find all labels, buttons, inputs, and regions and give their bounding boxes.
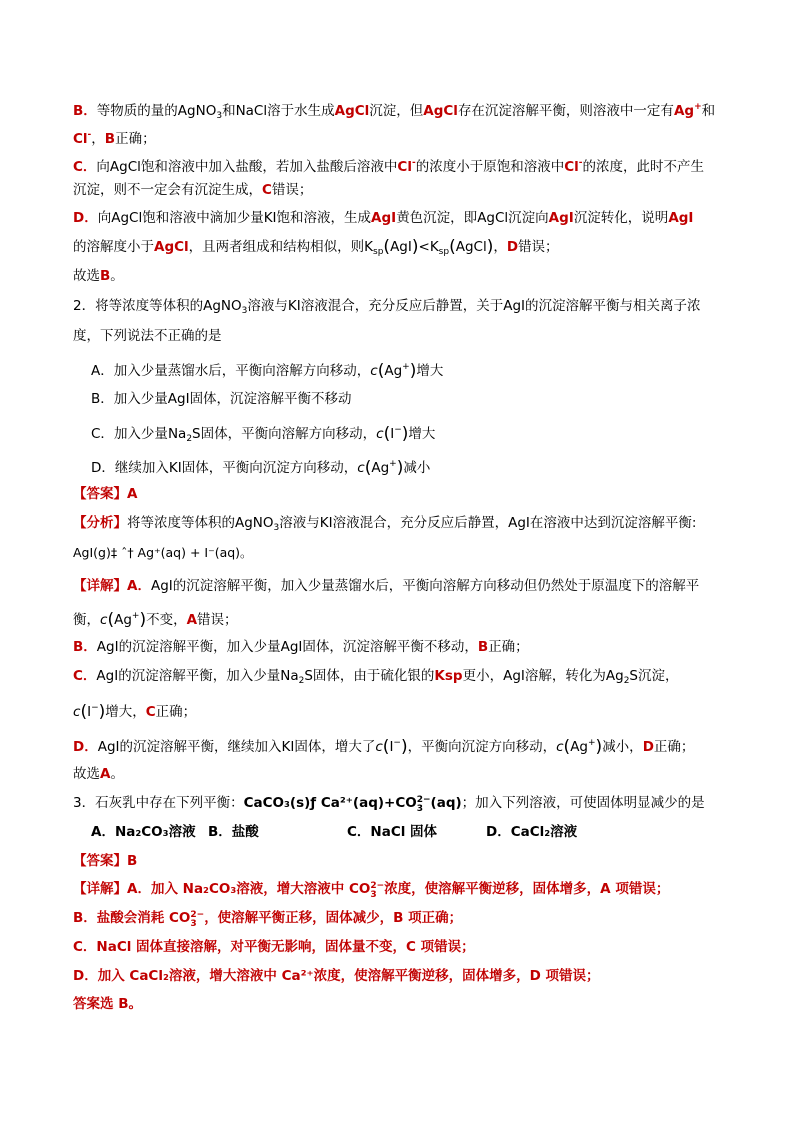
- paren-open: (: [563, 737, 571, 757]
- text: 等物质的量的: [96, 103, 178, 119]
- option-label: C．: [73, 159, 97, 175]
- analysis-line-d-2: [73, 237, 559, 262]
- result-letter: D: [642, 739, 654, 755]
- text: 错误；: [518, 239, 559, 255]
- text: ，: [493, 239, 507, 255]
- text: 正确；: [488, 639, 529, 655]
- text: 和: [701, 103, 716, 119]
- text: 的溶解度小于: [73, 239, 154, 255]
- ksp-highlight: Ksp: [434, 668, 463, 684]
- text: ，: [91, 131, 105, 147]
- answer-value: A: [127, 486, 138, 502]
- text: 的沉淀溶解平衡与相关离子浓: [525, 298, 701, 314]
- ion: I: [390, 426, 395, 442]
- text: 加入少量: [113, 391, 168, 407]
- conc-symbol: c: [73, 704, 81, 720]
- formula: AgCl: [111, 210, 143, 226]
- q2-option-b: [91, 389, 352, 409]
- text: 更小，: [462, 668, 504, 684]
- formula: AgI: [390, 239, 412, 255]
- formula: S: [629, 668, 638, 684]
- result-letter: C: [262, 182, 272, 198]
- q2-detail-b: [73, 637, 529, 657]
- result-letter: D: [506, 239, 519, 255]
- equation: AgI(g)‡ ˆ† Ag⁺(aq) + I⁻(aq)。: [73, 545, 253, 560]
- paren-open: (: [377, 361, 385, 381]
- superscript: −: [393, 738, 401, 748]
- superscript: 2−: [370, 881, 385, 891]
- superscript: -: [411, 158, 416, 168]
- text: D．加入 CaCl₂溶液，增大溶液中 Ca²⁺浓度，使溶解平衡逆移，固体增多，D 项错误；: [73, 968, 600, 984]
- answer-tag: 【答案】: [73, 486, 127, 502]
- ion-script: [417, 796, 431, 814]
- paren-close: ): [401, 424, 409, 444]
- text: ，平衡向沉淀方向移动，: [407, 739, 557, 755]
- formula: AgI: [503, 668, 525, 684]
- text: ，且两者组成和结构相似，则: [188, 239, 365, 255]
- text: 在溶液中达到沉淀溶解平衡:: [529, 515, 697, 531]
- formula: AgI: [503, 298, 525, 314]
- formula-highlight: AgCl: [154, 239, 189, 255]
- ksp-symbol: K: [364, 239, 374, 255]
- text: 固体，沉淀溶解平衡不移动，: [302, 639, 478, 655]
- q2-analysis-line-1: [73, 513, 696, 538]
- formula: AgCl: [455, 239, 487, 255]
- q3-conclusion: [73, 994, 142, 1014]
- text: 减小: [403, 460, 431, 476]
- q3-answer: [73, 851, 137, 871]
- analysis-line-c-2: [73, 180, 312, 200]
- q2-detail-a-1: [73, 576, 699, 596]
- superscript: +: [694, 102, 702, 112]
- result-letter: A: [186, 612, 198, 628]
- text: 正确；: [653, 739, 695, 755]
- q2-answer: [73, 484, 137, 504]
- text: 衡，: [73, 612, 100, 628]
- text: 的浓度，此时不产生: [582, 159, 704, 175]
- text: 向: [96, 159, 110, 175]
- superscript: +: [402, 362, 410, 372]
- superscript: −: [394, 425, 402, 435]
- option-text: C．NaCl 固体: [347, 824, 438, 840]
- formula: Na: [280, 668, 299, 684]
- q2-detail-a-2: [73, 606, 238, 630]
- formula-highlight: AgCl: [334, 103, 370, 119]
- formula: Na: [167, 426, 187, 442]
- paren-open: (: [449, 237, 456, 257]
- text: 答案选 B。: [73, 996, 142, 1012]
- text: 和: [222, 103, 236, 119]
- text: 浓度，使溶解平衡逆移，固体增多，A 项错误；: [384, 881, 670, 897]
- text: 溶解，转化为: [524, 668, 606, 684]
- text: 沉淀向: [508, 210, 549, 226]
- result-letter: B: [100, 268, 111, 284]
- text: 固体，沉淀溶解平衡不移动: [189, 391, 352, 407]
- formula-highlight: Cl: [397, 159, 412, 175]
- formula-highlight: Ag: [673, 103, 695, 119]
- text: 存在沉淀溶解平衡，则溶液中一定有: [457, 103, 674, 119]
- less-than: <: [418, 239, 430, 255]
- subscript: 3: [370, 890, 377, 900]
- detail-tag: 【详解】: [73, 881, 127, 897]
- paren-open: (: [107, 610, 115, 630]
- superscript: 2−: [190, 910, 205, 920]
- ion: Ag: [570, 739, 588, 755]
- formula: S: [304, 668, 313, 684]
- text: 加入少量蒸馏水后，平衡向溶解方向移动，: [113, 363, 371, 379]
- option-label: A．: [127, 578, 151, 594]
- text: 3．石灰乳中存在下列平衡：: [73, 795, 244, 811]
- formula: S: [192, 426, 201, 442]
- result-letter: C: [145, 704, 156, 720]
- formula: AgI: [167, 391, 190, 407]
- conc-symbol: c: [376, 426, 384, 442]
- subscript: 2: [298, 676, 305, 686]
- text: 故选: [73, 766, 100, 782]
- detail-tag: 【详解】: [73, 578, 127, 594]
- text: 溶液混合，充分反应后静置，: [332, 515, 509, 531]
- equation: (aq): [430, 795, 462, 811]
- text: 增大: [416, 363, 444, 379]
- text: 的沉淀溶解平衡，加入少量: [118, 668, 281, 684]
- formula-highlight: Cl: [73, 131, 88, 147]
- text: 固体，增大了: [294, 739, 376, 755]
- paren-close: ): [486, 237, 494, 257]
- ion: Ag: [384, 363, 403, 379]
- option-label: C．: [91, 426, 114, 442]
- paren-open: (: [80, 702, 88, 722]
- option-label: D．: [73, 210, 98, 226]
- text: 。: [110, 268, 124, 284]
- q3-detail-a: [73, 879, 669, 900]
- formula: Ag: [605, 668, 624, 684]
- subscript: 3: [416, 804, 423, 814]
- formula-highlight: AgCl: [423, 103, 458, 119]
- q3-detail-d: [73, 966, 600, 986]
- q2-option-d: [91, 454, 430, 478]
- text: 饱和溶液中滴加少量: [142, 210, 264, 226]
- formula: KI: [281, 739, 295, 755]
- paren-close: ): [139, 610, 147, 630]
- subscript: 3: [216, 111, 223, 121]
- option-label: B．: [73, 639, 97, 655]
- conc-symbol: c: [370, 363, 378, 379]
- q2-conclusion: [73, 764, 124, 784]
- text: 错误；: [197, 612, 238, 628]
- superscript: +: [131, 611, 140, 621]
- option-label: A．: [91, 363, 114, 379]
- q2-stem-line-1: [73, 296, 701, 321]
- q2-detail-d: [73, 733, 694, 757]
- conclusion-prev: [73, 266, 124, 286]
- subscript: 3: [190, 919, 197, 929]
- subscript: sp: [373, 247, 384, 257]
- option-text: A．Na₂CO₃溶液: [91, 824, 196, 840]
- text: 将等浓度等体积的: [127, 515, 235, 531]
- text: 的沉淀溶解平衡，继续加入: [119, 739, 282, 755]
- paren-open: (: [364, 458, 372, 478]
- formula: AgNO: [235, 515, 274, 531]
- text: 加入少量: [113, 426, 168, 442]
- formula: KI: [287, 298, 301, 314]
- formula: KI: [168, 460, 182, 476]
- subscript: sp: [438, 247, 450, 257]
- q2-detail-c-1: [73, 666, 679, 691]
- q2-equation: [73, 543, 253, 563]
- text: 正确；: [155, 704, 197, 720]
- analysis-line-c-1: [73, 153, 704, 177]
- q2-stem-line-2: [73, 326, 222, 346]
- formula: AgCl: [109, 159, 141, 175]
- paren-close: ): [396, 458, 404, 478]
- formula-highlight: AgI: [668, 210, 694, 226]
- ion-script: [370, 882, 384, 900]
- superscript: 2−: [416, 795, 431, 805]
- text: 固体，由于硫化银的: [312, 668, 435, 684]
- subscript: 3: [273, 523, 280, 533]
- option-label: D．: [73, 739, 98, 755]
- conc-symbol: c: [375, 739, 383, 755]
- text: 度，下列说法不正确的是: [73, 328, 222, 344]
- result-letter: A: [100, 766, 111, 782]
- q3-option-c: [347, 822, 437, 842]
- option-label: D．: [91, 460, 115, 476]
- text: 故选: [73, 268, 100, 284]
- superscript: +: [389, 459, 397, 469]
- q3-detail-b: [73, 908, 462, 929]
- paren-open: (: [382, 737, 390, 757]
- formula-highlight: Cl: [564, 159, 579, 175]
- text: 沉淀，但: [369, 103, 424, 119]
- paren-close: ): [400, 737, 408, 757]
- text: 的沉淀溶解平衡，加入少量: [118, 639, 281, 655]
- paren-open: (: [383, 424, 391, 444]
- text: 溶于水生成: [267, 103, 335, 119]
- text: 继续加入: [114, 460, 169, 476]
- text: C．NaCl 固体直接溶解，对平衡无影响，固体量不变，C 项错误；: [73, 939, 475, 955]
- text: 固体，平衡向溶解方向移动，: [200, 426, 377, 442]
- subscript: 3: [241, 306, 248, 316]
- answer-value: B: [127, 853, 138, 869]
- ion: Ag: [114, 612, 132, 628]
- text: ，使溶解平衡正移，固体减少，B 项正确；: [204, 910, 463, 926]
- formula: AgI: [508, 515, 530, 531]
- superscript: -: [578, 158, 583, 168]
- text: 饱和溶液，生成: [276, 210, 372, 226]
- text: 溶液混合，充分反应后静置，关于: [300, 298, 504, 314]
- text: 沉淀转化，说明: [573, 210, 669, 226]
- formula-highlight: AgI: [371, 210, 397, 226]
- option-text: B．盐酸: [208, 824, 259, 840]
- text: 沉淀，: [638, 668, 679, 684]
- q3-option-a: [91, 822, 196, 842]
- text: 。: [110, 766, 124, 782]
- superscript: -: [87, 130, 92, 140]
- option-text: D．CaCl₂溶液: [486, 824, 578, 840]
- formula: AgI: [150, 578, 173, 594]
- option-label: B．: [73, 103, 97, 119]
- equation: CaCO₃(s)ƒ Ca²⁺(aq)+CO: [243, 795, 417, 811]
- paren-close: ): [411, 237, 419, 257]
- text: 错误；: [271, 182, 313, 198]
- formula: AgNO: [203, 298, 242, 314]
- subscript: 2: [186, 434, 193, 444]
- conc-symbol: c: [556, 739, 564, 755]
- text: 正确；: [115, 131, 156, 147]
- paren-open: (: [383, 237, 391, 257]
- q2-option-c: [91, 420, 435, 449]
- text: 溶液与: [279, 515, 320, 531]
- text: 不变，: [146, 612, 187, 628]
- q2-option-a: [91, 357, 443, 381]
- ion-script: [190, 911, 204, 929]
- formula: KI: [263, 210, 277, 226]
- formula: NaCl: [235, 103, 268, 119]
- formula: KI: [319, 515, 333, 531]
- text: 向: [97, 210, 112, 226]
- text: 黄色沉淀，即: [396, 210, 478, 226]
- q3-stem: [73, 793, 705, 814]
- text: 2．将等浓度等体积的: [73, 298, 204, 314]
- result-letter: B: [477, 639, 489, 655]
- text: 饱和溶液中加入盐酸，若加入盐酸后溶液中: [140, 159, 398, 175]
- analysis-line-d-1: [73, 208, 693, 228]
- q3-option-b: [208, 822, 259, 842]
- answer-tag: 【答案】: [73, 853, 127, 869]
- subscript: 2: [623, 676, 630, 686]
- formula: AgI: [96, 639, 119, 655]
- ksp-symbol: K: [429, 239, 439, 255]
- text: 固体，平衡向沉淀方向移动，: [181, 460, 358, 476]
- paren-close: ): [98, 702, 106, 722]
- formula: AgI: [97, 739, 120, 755]
- superscript: −: [91, 703, 99, 713]
- q3-option-d: [486, 822, 577, 842]
- text: 沉淀，则不一定会有沉淀生成，: [73, 182, 262, 198]
- result-letter: B: [104, 131, 116, 147]
- text: 增大: [408, 426, 436, 442]
- formula: AgNO: [177, 103, 217, 119]
- text: 的浓度小于原饱和溶液中: [415, 159, 565, 175]
- analysis-line-b-2: [73, 125, 156, 149]
- conc-symbol: c: [357, 460, 365, 476]
- ion: I: [87, 704, 92, 720]
- ion: Ag: [371, 460, 390, 476]
- text: 增大，: [105, 704, 146, 720]
- conc-symbol: c: [100, 612, 108, 628]
- option-label: B．: [91, 391, 114, 407]
- text: 的沉淀溶解平衡，加入少量蒸馏水后，平衡向溶解方向移动但仍然处于原温度下的溶解平: [172, 578, 700, 594]
- ion: I: [389, 739, 394, 755]
- formula-highlight: AgI: [548, 210, 574, 226]
- paren-close: ): [409, 361, 417, 381]
- text: ；加入下列溶液，可使固体明显减少的是: [461, 795, 705, 811]
- option-label: C．: [73, 668, 97, 684]
- superscript: +: [588, 738, 596, 748]
- formula: AgI: [280, 639, 303, 655]
- formula: AgI: [96, 668, 119, 684]
- q3-detail-c: [73, 937, 475, 957]
- analysis-line-b-1: [73, 97, 715, 126]
- formula: AgCl: [477, 210, 509, 226]
- text: 减小，: [602, 739, 643, 755]
- text: B．盐酸会消耗 CO: [73, 910, 191, 926]
- text: 溶液与: [247, 298, 288, 314]
- analysis-tag: 【分析】: [73, 515, 127, 531]
- text: A．加入 Na₂CO₃溶液，增大溶液中 CO: [127, 881, 371, 897]
- paren-close: ): [595, 737, 603, 757]
- q2-detail-c-2: [73, 698, 196, 722]
